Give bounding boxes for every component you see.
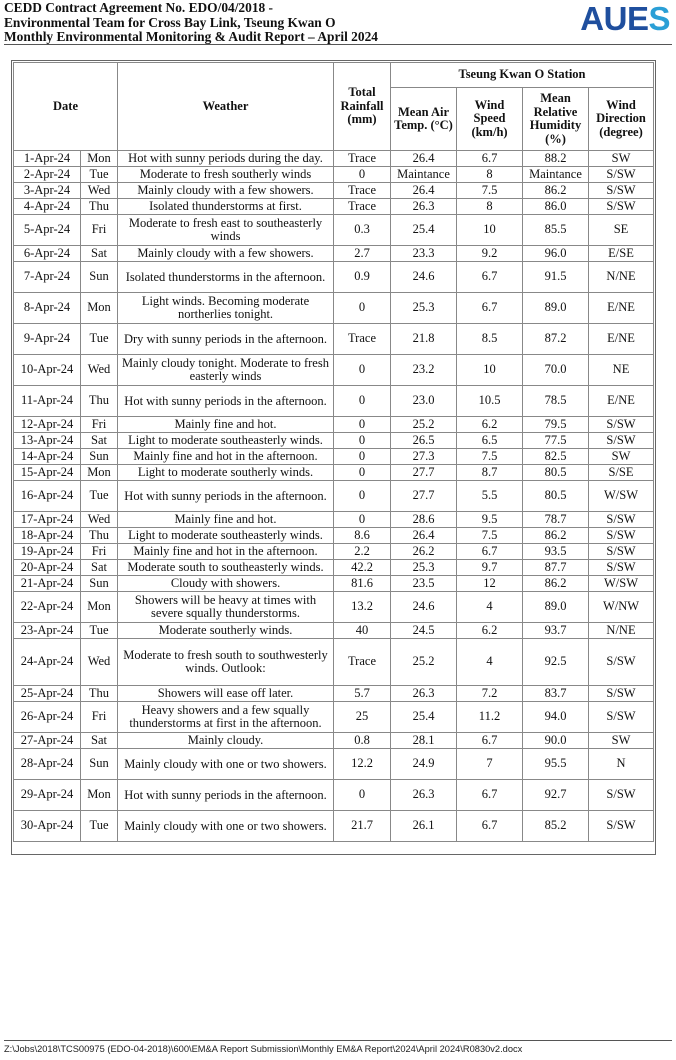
cell-date: 5-Apr-24: [14, 215, 81, 246]
cell-wind-direction: S/SW: [589, 811, 654, 842]
cell-rainfall: 0: [334, 293, 391, 324]
cell-temp: 28.6: [391, 512, 457, 528]
cell-wind-speed: 6.7: [457, 733, 523, 749]
cell-wind-speed: 4: [457, 639, 523, 686]
cell-humidity: 83.7: [523, 686, 589, 702]
cell-wind-speed: 5.5: [457, 481, 523, 512]
cell-day: Wed: [81, 639, 118, 686]
cell-date: 9-Apr-24: [14, 324, 81, 355]
table-row: [14, 686, 654, 702]
cell-temp: 24.9: [391, 749, 457, 780]
col-date: Date: [14, 63, 118, 151]
cell-date: 3-Apr-24: [14, 183, 81, 199]
cell-humidity: 93.7: [523, 623, 589, 639]
cell-date: 8-Apr-24: [14, 293, 81, 324]
cell-temp: 21.8: [391, 324, 457, 355]
cell-rainfall: 13.2: [334, 592, 391, 623]
cell-humidity: 88.2: [523, 151, 589, 167]
cell-day: Tue: [81, 481, 118, 512]
cell-wind-speed: 6.7: [457, 780, 523, 811]
col-weather: Weather: [118, 63, 334, 151]
cell-wind-speed: 12: [457, 576, 523, 592]
table-row: [14, 262, 654, 293]
cell-wind-direction: E/SE: [589, 246, 654, 262]
cell-humidity: 82.5: [523, 449, 589, 465]
cell-wind-direction: SW: [589, 449, 654, 465]
cell-rainfall: 40: [334, 623, 391, 639]
cell-day: Thu: [81, 686, 118, 702]
cell-humidity: 87.2: [523, 324, 589, 355]
cell-weather: Hot with sunny periods in the afternoon.: [118, 481, 334, 512]
cell-wind-direction: S/SE: [589, 465, 654, 481]
cell-date: 24-Apr-24: [14, 639, 81, 686]
table-row: [14, 780, 654, 811]
cell-temp: Maintance: [391, 167, 457, 183]
cell-wind-direction: SW: [589, 733, 654, 749]
table-row: [14, 592, 654, 623]
cell-date: 27-Apr-24: [14, 733, 81, 749]
cell-wind-direction: S/SW: [589, 686, 654, 702]
cell-temp: 25.4: [391, 215, 457, 246]
cell-rainfall: 0: [334, 167, 391, 183]
cell-day: Mon: [81, 151, 118, 167]
cell-humidity: 95.5: [523, 749, 589, 780]
cell-weather: Hot with sunny periods during the day.: [118, 151, 334, 167]
col-rainfall: Total Rainfall (mm): [334, 63, 391, 151]
cell-humidity: 91.5: [523, 262, 589, 293]
cell-weather: Mainly cloudy tonight. Moderate to fresh easterly winds: [118, 355, 334, 386]
cell-day: Sat: [81, 433, 118, 449]
col-wind-speed: Wind Speed (km/h): [457, 88, 523, 151]
cell-date: 14-Apr-24: [14, 449, 81, 465]
cell-wind-direction: N: [589, 749, 654, 780]
cell-day: Tue: [81, 324, 118, 355]
cell-temp: 26.3: [391, 780, 457, 811]
table-row: [14, 639, 654, 686]
aues-logo: [580, 0, 670, 38]
cell-temp: 25.3: [391, 293, 457, 324]
cell-rainfall: 0: [334, 481, 391, 512]
cell-wind-speed: 7.5: [457, 183, 523, 199]
cell-humidity: 80.5: [523, 465, 589, 481]
header-line-team: Environmental Team for Cross Bay Link, Tseung Kwan O: [4, 14, 336, 30]
table-row: [14, 512, 654, 528]
cell-humidity: 93.5: [523, 544, 589, 560]
cell-day: Sun: [81, 262, 118, 293]
cell-day: Wed: [81, 512, 118, 528]
cell-wind-direction: E/NE: [589, 324, 654, 355]
cell-weather: Isolated thunderstorms in the afternoon.: [118, 262, 334, 293]
table-row: [14, 702, 654, 733]
file-path-footer: Z:\Jobs\2018\TCS00975 (EDO-04-2018)\600\EM&A Report Submission\Monthly EM&A Report\2024\April 2024\R0830v2.docx: [4, 1040, 672, 1054]
cell-temp: 25.4: [391, 702, 457, 733]
table-row: [14, 623, 654, 639]
cell-humidity: 70.0: [523, 355, 589, 386]
cell-weather: Moderate to fresh southerly winds: [118, 167, 334, 183]
weather-table-frame: [11, 60, 656, 855]
cell-wind-direction: S/SW: [589, 528, 654, 544]
cell-day: Sun: [81, 449, 118, 465]
cell-wind-direction: S/SW: [589, 199, 654, 215]
cell-day: Tue: [81, 167, 118, 183]
table-row: [14, 576, 654, 592]
cell-wind-direction: S/SW: [589, 780, 654, 811]
cell-temp: 23.3: [391, 246, 457, 262]
cell-date: 19-Apr-24: [14, 544, 81, 560]
cell-humidity: 87.7: [523, 560, 589, 576]
cell-temp: 26.1: [391, 811, 457, 842]
cell-weather: Mainly fine and hot in the afternoon.: [118, 449, 334, 465]
cell-rainfall: 25: [334, 702, 391, 733]
cell-temp: 25.2: [391, 639, 457, 686]
cell-humidity: 86.2: [523, 528, 589, 544]
table-row: [14, 449, 654, 465]
cell-wind-direction: S/SW: [589, 544, 654, 560]
cell-temp: 26.3: [391, 686, 457, 702]
cell-rainfall: Trace: [334, 639, 391, 686]
col-wind-direction: Wind Direction (degree): [589, 88, 654, 151]
station-name: Tseung Kwan O Station: [391, 63, 654, 88]
cell-humidity: 92.5: [523, 639, 589, 686]
cell-rainfall: 12.2: [334, 749, 391, 780]
cell-day: Mon: [81, 465, 118, 481]
cell-rainfall: Trace: [334, 151, 391, 167]
cell-day: Sat: [81, 246, 118, 262]
cell-temp: 26.4: [391, 528, 457, 544]
table-row: [14, 528, 654, 544]
cell-temp: 24.6: [391, 262, 457, 293]
cell-humidity: 78.5: [523, 386, 589, 417]
cell-wind-speed: 7.2: [457, 686, 523, 702]
logo-text-s: S: [648, 0, 670, 37]
cell-humidity: 78.7: [523, 512, 589, 528]
cell-wind-direction: S/SW: [589, 639, 654, 686]
cell-day: Sat: [81, 733, 118, 749]
cell-date: 2-Apr-24: [14, 167, 81, 183]
cell-day: Fri: [81, 702, 118, 733]
cell-weather: Light to moderate southerly winds.: [118, 465, 334, 481]
cell-wind-speed: 8.5: [457, 324, 523, 355]
cell-day: Fri: [81, 215, 118, 246]
cell-date: 17-Apr-24: [14, 512, 81, 528]
cell-wind-speed: 7.5: [457, 449, 523, 465]
cell-date: 12-Apr-24: [14, 417, 81, 433]
table-row: [14, 167, 654, 183]
cell-wind-speed: 11.2: [457, 702, 523, 733]
cell-date: 26-Apr-24: [14, 702, 81, 733]
cell-date: 28-Apr-24: [14, 749, 81, 780]
cell-wind-speed: 7: [457, 749, 523, 780]
cell-humidity: 90.0: [523, 733, 589, 749]
cell-weather: Dry with sunny periods in the afternoon.: [118, 324, 334, 355]
cell-temp: 27.7: [391, 465, 457, 481]
cell-rainfall: 5.7: [334, 686, 391, 702]
cell-wind-speed: 6.7: [457, 151, 523, 167]
table-row: [14, 417, 654, 433]
cell-temp: 25.2: [391, 417, 457, 433]
cell-day: Fri: [81, 544, 118, 560]
cell-wind-speed: 8.7: [457, 465, 523, 481]
report-header: [4, 1, 524, 45]
cell-rainfall: 8.6: [334, 528, 391, 544]
cell-day: Mon: [81, 780, 118, 811]
cell-temp: 27.3: [391, 449, 457, 465]
cell-wind-speed: 8: [457, 199, 523, 215]
cell-humidity: 80.5: [523, 481, 589, 512]
cell-wind-direction: N/NE: [589, 262, 654, 293]
cell-wind-speed: 10: [457, 215, 523, 246]
cell-wind-speed: 6.7: [457, 544, 523, 560]
cell-wind-speed: 9.2: [457, 246, 523, 262]
table-row: [14, 183, 654, 199]
col-humidity: Mean Relative Humidity (%): [523, 88, 589, 151]
table-row: [14, 560, 654, 576]
cell-humidity: 96.0: [523, 246, 589, 262]
table-row: [14, 433, 654, 449]
cell-wind-speed: 9.5: [457, 512, 523, 528]
table-row: [14, 324, 654, 355]
cell-date: 4-Apr-24: [14, 199, 81, 215]
cell-temp: 26.4: [391, 151, 457, 167]
cell-temp: 28.1: [391, 733, 457, 749]
cell-date: 16-Apr-24: [14, 481, 81, 512]
cell-wind-direction: E/NE: [589, 386, 654, 417]
cell-wind-direction: S/SW: [589, 167, 654, 183]
cell-wind-speed: 4: [457, 592, 523, 623]
table-row: [14, 481, 654, 512]
cell-rainfall: 81.6: [334, 576, 391, 592]
cell-weather: Mainly cloudy with one or two showers.: [118, 811, 334, 842]
cell-humidity: 77.5: [523, 433, 589, 449]
table-row: [14, 151, 654, 167]
cell-wind-direction: S/SW: [589, 512, 654, 528]
cell-wind-speed: 6.2: [457, 417, 523, 433]
cell-wind-speed: 10.5: [457, 386, 523, 417]
cell-wind-direction: SW: [589, 151, 654, 167]
cell-rainfall: Trace: [334, 199, 391, 215]
cell-temp: 26.5: [391, 433, 457, 449]
cell-weather: Showers will be heavy at times with severe squally thunderstorms.: [118, 592, 334, 623]
cell-wind-direction: E/NE: [589, 293, 654, 324]
cell-wind-speed: 9.7: [457, 560, 523, 576]
cell-wind-direction: S/SW: [589, 560, 654, 576]
cell-date: 25-Apr-24: [14, 686, 81, 702]
cell-rainfall: Trace: [334, 324, 391, 355]
cell-weather: Light to moderate southeasterly winds.: [118, 433, 334, 449]
cell-wind-speed: 6.7: [457, 811, 523, 842]
cell-weather: Mainly fine and hot.: [118, 512, 334, 528]
cell-humidity: 89.0: [523, 592, 589, 623]
cell-weather: Mainly cloudy.: [118, 733, 334, 749]
cell-temp: 26.3: [391, 199, 457, 215]
cell-day: Tue: [81, 811, 118, 842]
cell-rainfall: 0: [334, 449, 391, 465]
table-row: [14, 749, 654, 780]
cell-day: Mon: [81, 592, 118, 623]
cell-rainfall: 0: [334, 355, 391, 386]
cell-date: 20-Apr-24: [14, 560, 81, 576]
cell-humidity: 86.0: [523, 199, 589, 215]
cell-weather: Cloudy with showers.: [118, 576, 334, 592]
cell-humidity: 94.0: [523, 702, 589, 733]
cell-humidity: 85.5: [523, 215, 589, 246]
cell-date: 6-Apr-24: [14, 246, 81, 262]
cell-weather: Light to moderate southeasterly winds.: [118, 528, 334, 544]
cell-weather: Moderate southerly winds.: [118, 623, 334, 639]
cell-wind-direction: S/SW: [589, 183, 654, 199]
cell-rainfall: 0: [334, 417, 391, 433]
cell-humidity: Maintance: [523, 167, 589, 183]
cell-day: Fri: [81, 417, 118, 433]
cell-wind-direction: S/SW: [589, 702, 654, 733]
cell-rainfall: 0: [334, 433, 391, 449]
cell-weather: Mainly fine and hot in the afternoon.: [118, 544, 334, 560]
cell-day: Wed: [81, 355, 118, 386]
cell-date: 29-Apr-24: [14, 780, 81, 811]
weather-table-body: [14, 151, 654, 842]
cell-weather: Hot with sunny periods in the afternoon.: [118, 780, 334, 811]
cell-weather: Isolated thunderstorms at first.: [118, 199, 334, 215]
cell-weather: Heavy showers and a few squally thunderstorms at first in the afternoon.: [118, 702, 334, 733]
cell-rainfall: 0.8: [334, 733, 391, 749]
cell-day: Wed: [81, 183, 118, 199]
cell-wind-speed: 6.7: [457, 293, 523, 324]
cell-weather: Moderate to fresh south to southwesterly winds. Outlook:: [118, 639, 334, 686]
cell-weather: Light winds. Becoming moderate northerlies tonight.: [118, 293, 334, 324]
cell-rainfall: 42.2: [334, 560, 391, 576]
table-row: [14, 733, 654, 749]
cell-wind-direction: W/SW: [589, 481, 654, 512]
cell-temp: 23.0: [391, 386, 457, 417]
cell-rainfall: 0: [334, 465, 391, 481]
cell-date: 7-Apr-24: [14, 262, 81, 293]
table-row: [14, 293, 654, 324]
cell-date: 22-Apr-24: [14, 592, 81, 623]
cell-wind-speed: 6.2: [457, 623, 523, 639]
cell-rainfall: 0: [334, 386, 391, 417]
cell-day: Sat: [81, 560, 118, 576]
cell-rainfall: Trace: [334, 183, 391, 199]
cell-day: Sun: [81, 749, 118, 780]
cell-day: Thu: [81, 386, 118, 417]
cell-date: 15-Apr-24: [14, 465, 81, 481]
cell-wind-speed: 6.5: [457, 433, 523, 449]
cell-temp: 25.3: [391, 560, 457, 576]
cell-wind-direction: W/NW: [589, 592, 654, 623]
cell-humidity: 89.0: [523, 293, 589, 324]
cell-day: Tue: [81, 623, 118, 639]
cell-temp: 26.2: [391, 544, 457, 560]
cell-date: 10-Apr-24: [14, 355, 81, 386]
table-row: [14, 544, 654, 560]
cell-weather: Moderate to fresh east to southeasterly winds: [118, 215, 334, 246]
table-row: [14, 215, 654, 246]
cell-rainfall: 21.7: [334, 811, 391, 842]
cell-day: Thu: [81, 528, 118, 544]
cell-wind-direction: S/SW: [589, 417, 654, 433]
cell-wind-direction: NE: [589, 355, 654, 386]
table-row: [14, 465, 654, 481]
cell-date: 30-Apr-24: [14, 811, 81, 842]
table-row: [14, 386, 654, 417]
header-rule: [4, 44, 672, 45]
table-row: [14, 246, 654, 262]
cell-wind-speed: 6.7: [457, 262, 523, 293]
header-line-contract: CEDD Contract Agreement No. EDO/04/2018 -: [4, 0, 274, 15]
cell-wind-direction: W/SW: [589, 576, 654, 592]
cell-temp: 23.2: [391, 355, 457, 386]
cell-humidity: 92.7: [523, 780, 589, 811]
header-line-report: Monthly Environmental Monitoring & Audit Report – April 2024: [4, 29, 378, 45]
cell-weather: Mainly cloudy with a few showers.: [118, 183, 334, 199]
cell-rainfall: 2.7: [334, 246, 391, 262]
cell-wind-speed: 10: [457, 355, 523, 386]
cell-temp: 24.6: [391, 592, 457, 623]
cell-wind-direction: SE: [589, 215, 654, 246]
cell-weather: Hot with sunny periods in the afternoon.: [118, 386, 334, 417]
cell-rainfall: 0.9: [334, 262, 391, 293]
cell-rainfall: 2.2: [334, 544, 391, 560]
logo-text-main: AUE: [580, 0, 649, 37]
cell-temp: 26.4: [391, 183, 457, 199]
cell-weather: Mainly fine and hot.: [118, 417, 334, 433]
cell-date: 18-Apr-24: [14, 528, 81, 544]
cell-day: Mon: [81, 293, 118, 324]
cell-date: 23-Apr-24: [14, 623, 81, 639]
cell-rainfall: 0: [334, 512, 391, 528]
cell-wind-speed: 7.5: [457, 528, 523, 544]
cell-day: Thu: [81, 199, 118, 215]
cell-rainfall: 0: [334, 780, 391, 811]
table-row: [14, 355, 654, 386]
cell-weather: Mainly cloudy with one or two showers.: [118, 749, 334, 780]
table-row: [14, 811, 654, 842]
cell-wind-speed: 8: [457, 167, 523, 183]
cell-temp: 24.5: [391, 623, 457, 639]
cell-weather: Mainly cloudy with a few showers.: [118, 246, 334, 262]
cell-wind-direction: N/NE: [589, 623, 654, 639]
col-temp: Mean Air Temp. (°C): [391, 88, 457, 151]
cell-temp: 27.7: [391, 481, 457, 512]
cell-date: 11-Apr-24: [14, 386, 81, 417]
cell-date: 1-Apr-24: [14, 151, 81, 167]
cell-humidity: 86.2: [523, 576, 589, 592]
table-row: [14, 199, 654, 215]
cell-day: Sun: [81, 576, 118, 592]
cell-wind-direction: S/SW: [589, 433, 654, 449]
cell-temp: 23.5: [391, 576, 457, 592]
cell-rainfall: 0.3: [334, 215, 391, 246]
cell-weather: Moderate south to southeasterly winds.: [118, 560, 334, 576]
cell-humidity: 85.2: [523, 811, 589, 842]
cell-date: 13-Apr-24: [14, 433, 81, 449]
cell-humidity: 86.2: [523, 183, 589, 199]
weather-table: [13, 62, 654, 842]
cell-humidity: 79.5: [523, 417, 589, 433]
cell-weather: Showers will ease off later.: [118, 686, 334, 702]
cell-date: 21-Apr-24: [14, 576, 81, 592]
